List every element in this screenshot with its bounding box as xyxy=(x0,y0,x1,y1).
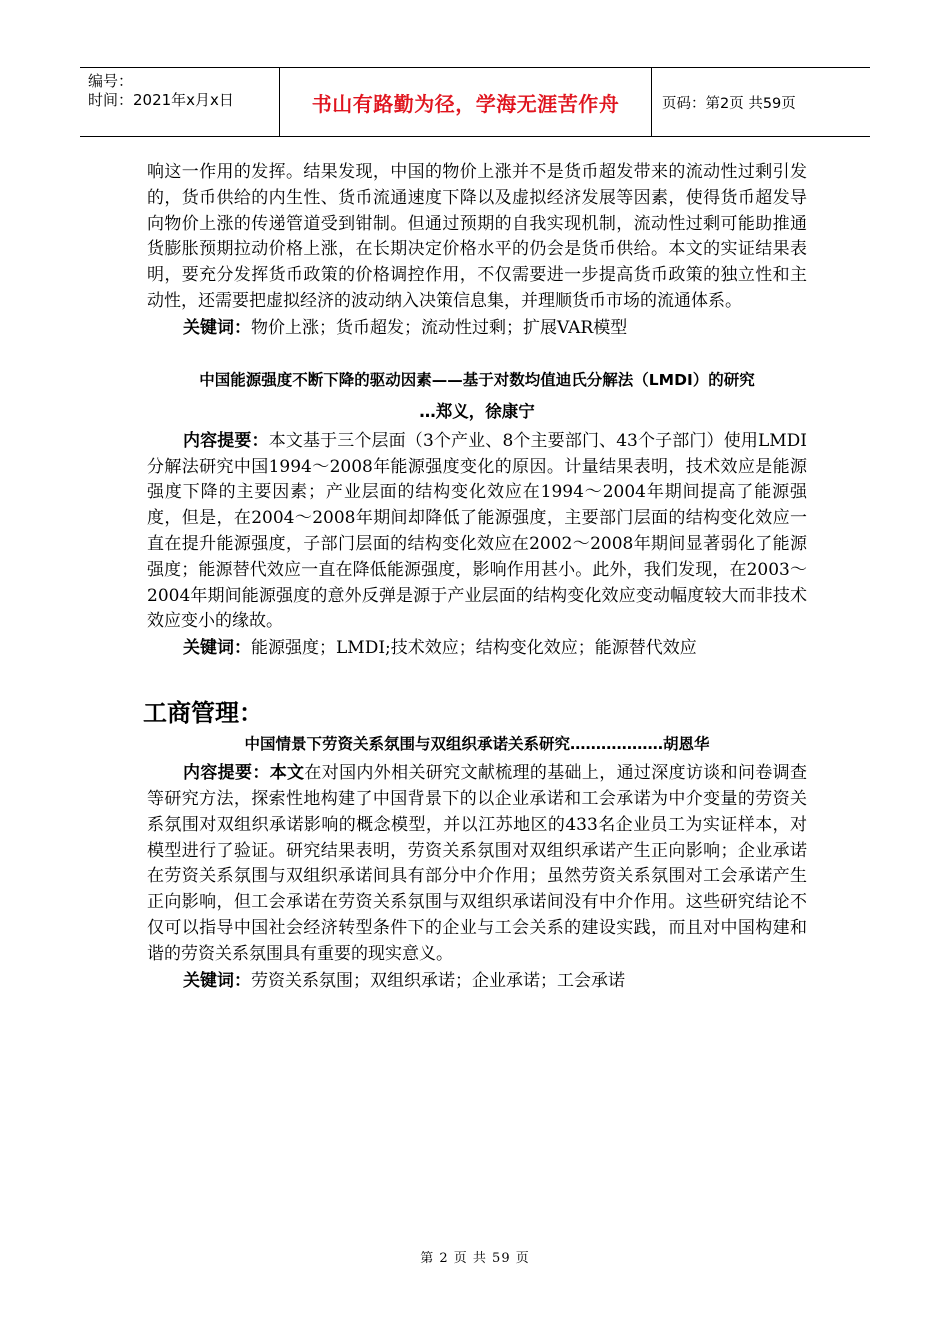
keywords-label: 关键词： xyxy=(183,638,251,659)
article1-keywords xyxy=(147,315,807,341)
article3-keywords xyxy=(147,968,807,994)
header-motto: 书山有路勤为径，学海无涯苦作舟 xyxy=(280,68,652,136)
keywords-label: 关键词： xyxy=(183,970,251,991)
number-label: 编号： xyxy=(88,72,134,90)
header-page-info: 页码：第2页 共59页 xyxy=(662,95,796,112)
header-meta xyxy=(80,68,280,136)
article3-title: 中国情景下劳资关系氛围与双组织承诺关系研究………………胡恩华 xyxy=(244,735,710,754)
abstract-label: 内容提要：本文 xyxy=(183,763,305,784)
page-footer: 第 2 页 共 59 页 xyxy=(420,1251,530,1266)
article2-keywords xyxy=(147,635,807,661)
article1-abstract-continued: 响这一作用的发挥。结果发现，中国的物价上涨并不是货币超发带来的流动性过剩引发的，货币供给的内生性、货币流通速度下降以及虚拟经济发展等因素，使得货币超发导向物价上涨的传递管道受到钳制。但通过预期的自我实现机制，流动性过剩可能助推通货膨胀预期拉动价格上涨，在长期决定价格水平的仍会是货币供给。本文的实证结果表明，要充分发挥货币政策的价格调控作用，不仅需要进一步提高货币政策的独立性和主动性，还需要把虚拟经济的波动纳入决策信息集，并理顺货币市场的流通体系。 xyxy=(147,162,807,311)
abstract-label: 内容提要： xyxy=(183,430,269,451)
time-label: 时间：2021年x月x日 xyxy=(88,91,234,109)
abstract-text: 本文基于三个层面（3个产业、8个主要部门、43个子部门）使用LMDI分解法研究中国1994～2008年能源强度变化的原因。计量结果表明，技术效应是能源强度下降的主要因素；产业层面的结构变化效应在1994～2004年期间提高了能源强度，但是，在2004～2008年期间却降低了能源强度，主要部门层面的结构变化效应一直在提升能源强度，子部门层面的结构变化效应在2002～2008年期间显著弱化了能源强度；能源替代效应一直在降低能源强度，影响作用甚小。此外，我们发现，在2003～2004年期间能源强度的意外反弹是源于产业层面的结构变化效应变动幅度较大而非技术效应变小的缘故。 xyxy=(147,430,808,632)
page-header xyxy=(80,67,870,137)
document-body xyxy=(143,160,808,994)
article2-abstract xyxy=(147,429,807,635)
keywords-label: 关键词： xyxy=(183,317,251,338)
article3-abstract xyxy=(147,761,807,967)
keywords-text: 能源强度；LMDI;技术效应；结构变化效应；能源替代效应 xyxy=(251,638,697,659)
article2-title: 中国能源强度不断下降的驱动因素——基于对数均值迪氏分解法（LMDI）的研究 xyxy=(199,370,755,389)
abstract-text: 在对国内外相关研究文献梳理的基础上，通过深度访谈和问卷调查等研究方法，探索性地构建了中国背景下的以企业承诺和工会承诺为中介变量的劳资关系氛围对双组织承诺影响的概念模型，并以江苏地区的433名企业员工为实证样本，对模型进行了验证。研究结果表明，劳资关系氛围对双组织承诺产生正向影响；企业承诺在劳资关系氛围与双组织承诺间具有部分中介作用；虽然劳资关系氛围对工会承诺产生正向影响，但工会承诺在劳资关系氛围与双组织承诺间没有中介作用。这些研究结论不仅可以指导中国社会经济转型条件下的企业与工会关系的建设实践，而且对中国构建和谐的劳资关系氛围具有重要的现实意义。 xyxy=(147,763,808,964)
section-heading: 工商管理： xyxy=(143,699,263,728)
keywords-text: 物价上涨；货币超发；流动性过剩；扩展VAR模型 xyxy=(251,317,628,338)
keywords-text: 劳资关系氛围；双组织承诺；企业承诺；工会承诺 xyxy=(251,970,625,991)
article2-authors: …郑义，徐康宁 xyxy=(419,401,535,421)
